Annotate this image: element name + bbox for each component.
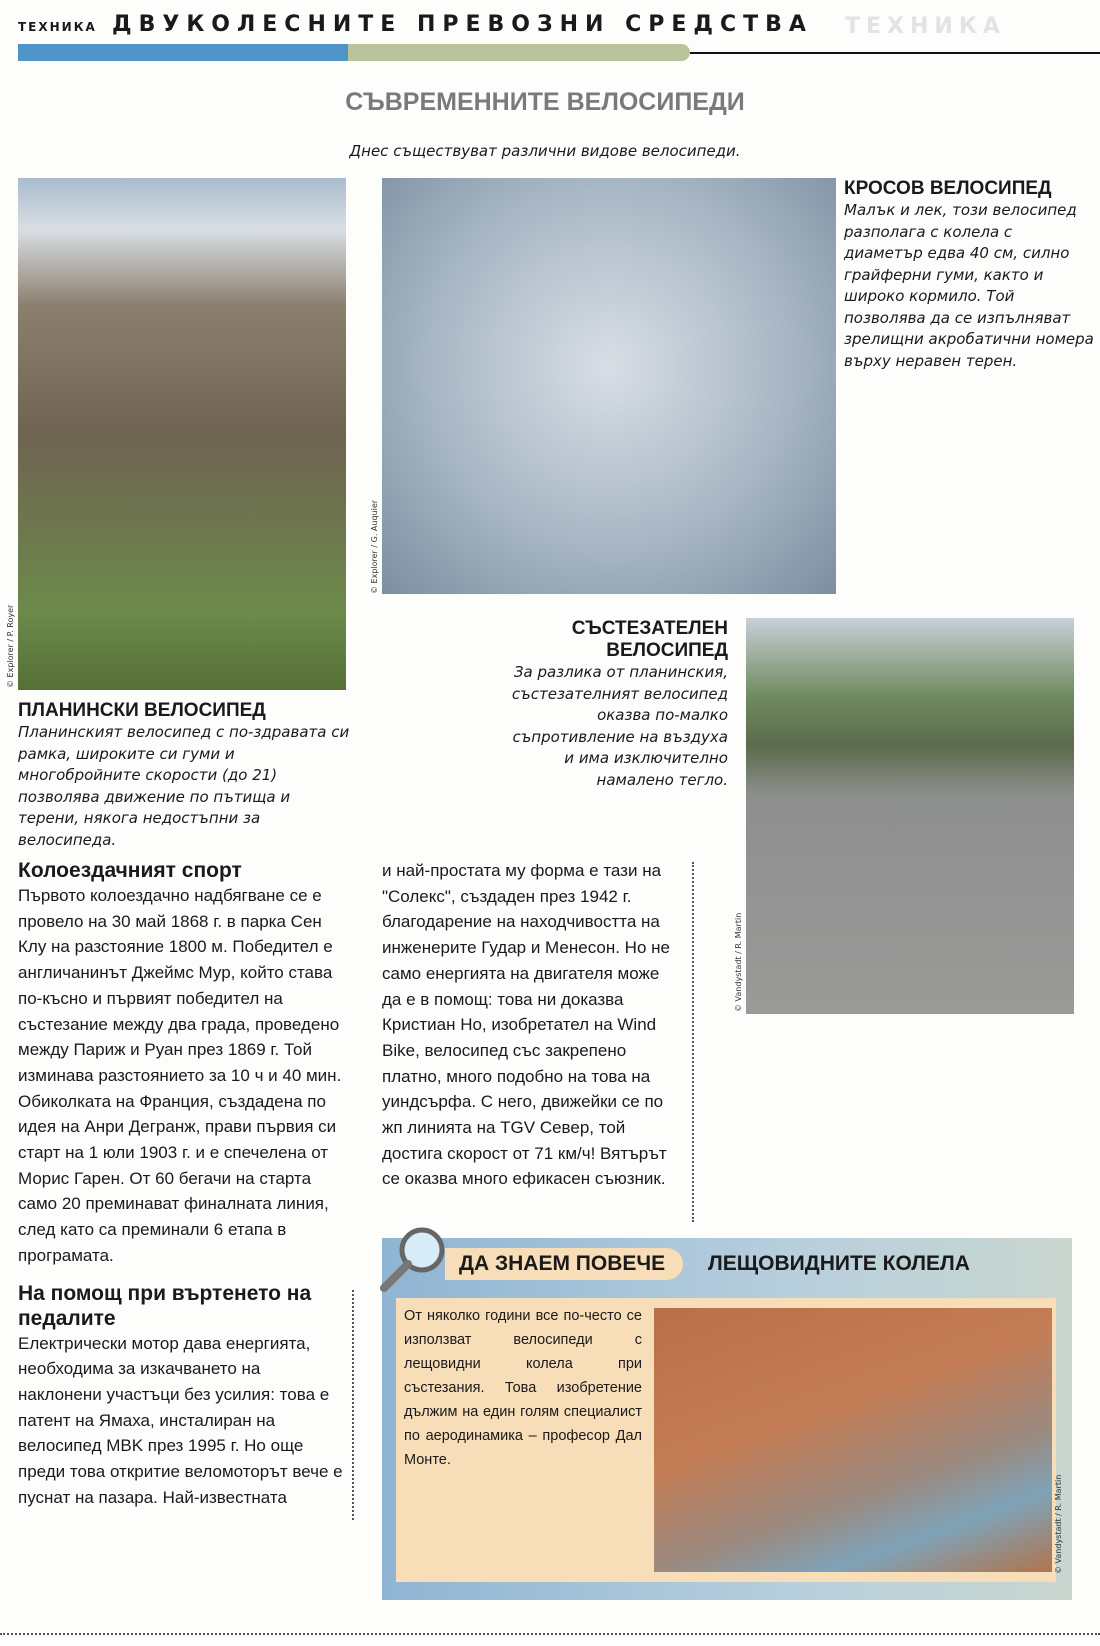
photo-credit: © Vandystadt / R. Martin	[734, 912, 743, 1012]
article-paragraph: Първото колоездачно надбягване се е провело на 30 май 1868 г. в парка Сен Клу на разстояние 1800 м. Победител е англичанинът Джеймс Мур, който става по-късно и първият победител на състезание между два града, проведено между Париж и Руан през 1869 г. Той изминава разстоянието за 10 ч и 40 мин. Обиколката на Франция, създадена по идея на Анри Дегранж, прави първия си старт на 1 юли 1903 г. и е спечелена от Морис Гарен. От 60 бегачи на старта само 20 преминават финалната линия, след като са преминали 6 етапа в програмата.	[18, 886, 342, 1265]
photo-credit: © Vandystadt / R. Martin	[1054, 1474, 1063, 1574]
caption-title: ПЛАНИНСКИ ВЕЛОСИПЕД	[18, 700, 266, 721]
photo-credit: © Explorer / P. Royer	[6, 604, 15, 688]
ghost-section-label: ТЕХНИКА	[845, 14, 1006, 39]
header-rule	[690, 52, 1100, 54]
cross-bike-caption	[844, 178, 1094, 372]
header-bar-green	[348, 44, 690, 61]
article-paragraph: и най-простата му форма е тази на "Солекс", създаден през 1942 г. благодарение на находчивостта на инженерите Гудар и Менесон. Но не само енергията на двигателя може да е в помощ: това ни доказва Кристиан Но, изобретател на Wind Bike, велосипед със закрепено платно, много подобно на това на уиндсърфа. С него, движейки се по жп линията на TGV Север, той достига скорост от 71 км/ч! Вятърът се оказва много ефикасен съюзник.	[382, 861, 670, 1189]
mountain-bike-photo	[18, 178, 346, 690]
section-heading: Колоездачният спорт	[18, 859, 242, 882]
chapter-title: ДВУКОЛЕСНИТЕ ПРЕВОЗНИ СРЕДСТВА	[112, 12, 813, 37]
racing-bike-caption	[510, 618, 728, 791]
racing-bike-photo	[746, 618, 1074, 1014]
article-column-2	[382, 858, 682, 1192]
column-divider	[352, 1290, 354, 1520]
section-heading: На помощ при въртенето на педалите	[18, 1281, 312, 1330]
cross-bike-photo	[382, 178, 836, 594]
column-divider	[692, 862, 694, 1222]
info-box-title: ЛЕЩОВИДНИТЕ КОЛЕЛА	[708, 1252, 970, 1275]
info-box-text: От няколко години все по-често се използват велосипеди с лещовидни колела при състезания. Това изобретение дължим на един голям специалист по аеродинамика – професор Дал Монте.	[404, 1308, 642, 1468]
caption-title: СЪСТЕЗАТЕЛЕН ВЕЛОСИПЕД	[571, 618, 728, 661]
article-paragraph: Електрически мотор дава енергията, необходима за изкачването на наклонени участъци без усилия: това е патент на Ямаха, инсталиран на велосипед MBK през 1995 г. Но още преди това откритие веломоторът вече е пуснат на пазара. Най-известната	[18, 1333, 343, 1507]
mountain-bike-caption	[18, 700, 353, 851]
header-bar-blue	[18, 44, 348, 61]
section-label: ТЕХНИКА	[18, 20, 97, 34]
caption-text: Малък и лек, този велосипед разполага с колела с диаметър едва 40 см, силно грайферни гуми, както и широко кормило. Той позволява да се изпълняват зрелищни акробатични номера върху неравен терен.	[844, 201, 1094, 370]
footer-rule	[0, 1633, 1100, 1635]
page-subtitle: Днес съществуват различни видове велосипеди.	[349, 142, 741, 160]
article-column-1	[18, 858, 348, 1510]
caption-text: Планинският велосипед с по-здравата си рамка, широките си гуми и многобройните скорости (до 21) позволява движение по пътища и терени, някога недостъпни за велосипеда.	[18, 723, 350, 849]
caption-title: КРОСОВ ВЕЛОСИПЕД	[844, 178, 1052, 199]
photo-credit: © Explorer / G. Auquier	[370, 499, 379, 594]
caption-text: За разлика от планинския, състезателният велосипед оказва по-малко съпротивление на въздуха и има изключително намалено тегло.	[511, 663, 728, 789]
lenticular-wheels-photo	[654, 1308, 1052, 1572]
page-title: СЪВРЕМЕННИТЕ ВЕЛОСИПЕДИ	[345, 88, 745, 116]
info-box-label: ДА ЗНАЕМ ПОВЕЧЕ	[445, 1248, 683, 1280]
magnifier-icon	[376, 1222, 452, 1302]
